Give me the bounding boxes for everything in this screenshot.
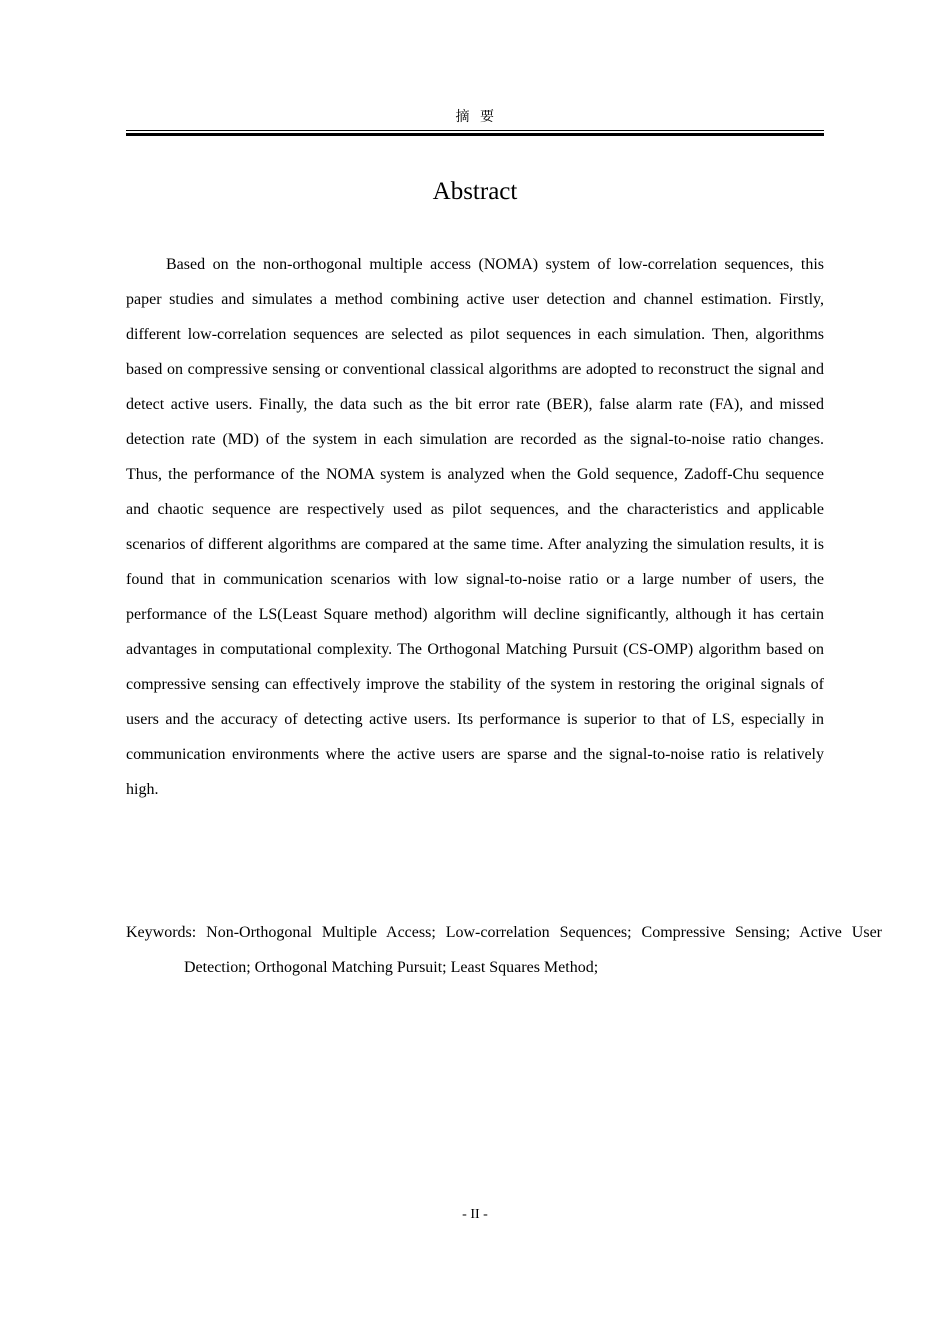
page-number: - II - (462, 1207, 488, 1222)
header-rule-thick (126, 133, 824, 136)
page-title: Abstract (432, 178, 518, 205)
keywords-line: Keywords: Non-Orthogonal Multiple Access; Low-correlation Sequences; Compressive Sensing; Active User Detection; Orthogonal Matching Pursuit; Least Squares Method; (126, 924, 882, 976)
header-double-rule (126, 130, 824, 136)
abstract-paragraph: Based on the non-orthogonal multiple access (NOMA) system of low-correlation sequences, this paper studies and simulates a method combining active user detection and channel estimation. Firstly, different low-correlation sequences are selected as pilot sequences in each simulation. Then, algorithms based on compressive sensing or conventional classical algorithms are adopted to reconstruct the signal and detect active users. Finally, the data such as the bit error rate (BER), false alarm rate (FA), and missed detection rate (MD) of the system in each simulation are recorded as the signal-to-noise ratio changes. Thus, the performance of the NOMA system is analyzed when the Gold sequence, Zadoff-Chu sequence and chaotic sequence are respectively used as pilot sequences, and the characteristics and applicable scenarios of different algorithms are compared at the same time. After analyzing the simulation results, it is found that in communication scenarios with low signal-to-noise ratio or a large number of users, the performance of the LS(Least Square method) algorithm will decline significantly, although it has certain advantages in computational complexity. The Orthogonal Matching Pursuit (CS-OMP) algorithm based on compressive sensing can effectively improve the stability of the system in restoring the original signals of users and the accuracy of detecting active users. Its performance is superior to that of LS, especially in communication environments where the active users are sparse and the signal-to-noise ratio is relatively high. (126, 256, 824, 798)
running-header (126, 108, 824, 136)
running-header-title: 摘 要 (455, 109, 495, 125)
